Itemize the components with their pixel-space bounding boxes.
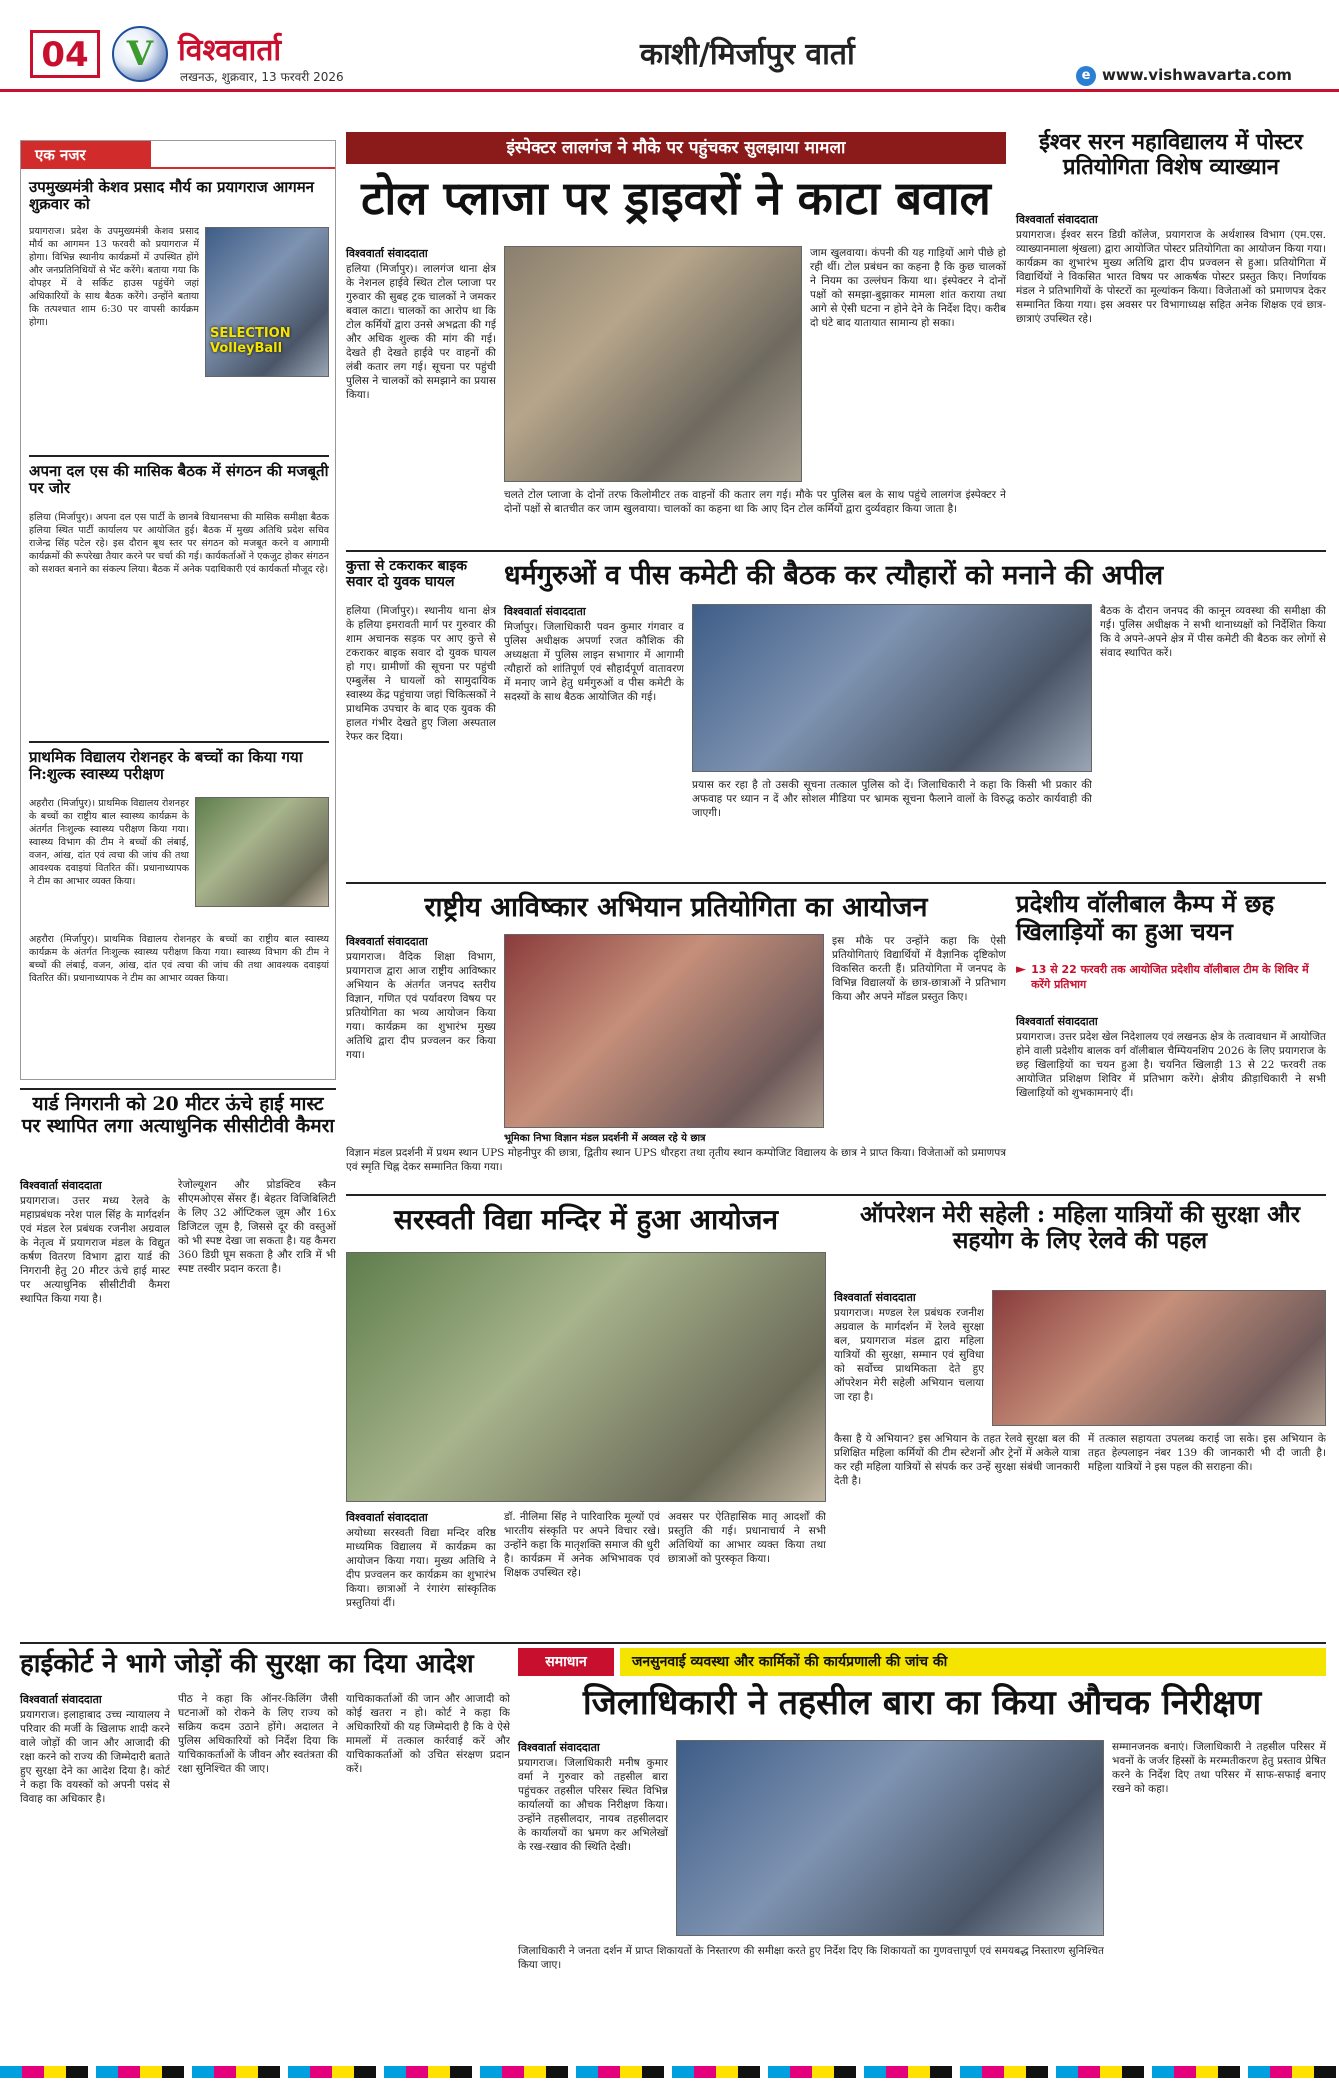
story3-body-cont: अहरौरा (मिर्जापुर)। प्राथमिक विद्यालय रोशनहर के बच्चों का राष्ट्रीय बाल स्वास्थ्य कार्यक्रम के अंतर्गत निःशुल्क स्वास्थ्य परीक्षण किया गया। स्वास्थ्य विभाग की टीम ने बच्चों की लंबाई, वजन, आंख, दांत एवं त्वचा की जांच की तथा आवश्यक दवाइयां वितरित कीं। प्रधानाध्यापक ने टीम का आभार व्यक्त किया। <box>29 934 329 984</box>
saraswati-photo <box>346 1252 826 1502</box>
story3-body: अहरौरा (मिर्जापुर)। प्राथमिक विद्यालय रोशनहर के बच्चों का राष्ट्रीय बाल स्वास्थ्य कार्यक्रम के अंतर्गत निःशुल्क स्वास्थ्य परीक्षण किया गया। स्वास्थ्य विभाग की टीम ने बच्चों की लंबाई, वजन, आंख, दांत एवं त्वचा की जांच की तथा आवश्यक दवाइयां वितरित कीं। प्रधानाध्यापक ने टीम का आभार व्यक्त किया। <box>29 798 189 887</box>
masthead <box>0 0 1339 92</box>
peace-col3: बैठक के दौरान जनपद की कानून व्यवस्था की समीक्षा की गई। पुलिस अधीक्षक ने सभी थानाध्यक्षों को निर्देशित किया कि वे अपने-अपने क्षेत्र में पीस कमेटी की बैठक कर लोगों से संवाद स्थापित करें। <box>1100 605 1326 659</box>
ek-nazar-label: एक नजर <box>21 141 151 169</box>
volleyball-body: प्रयागराज। उत्तर प्रदेश खेल निदेशालय एवं लखनऊ क्षेत्र के तत्वावधान में आयोजित होने वाली प्रदेशीय बालक वर्ग वॉलीबाल चैम्पियनशिप 2026 के लिए प्रयागराज के छह खिलाड़ियों का चयन हुआ है। चयनित खिलाड़ी 13 से 22 फरवरी तक आयोजित प्रशिक्षण शिविर में प्रतिभाग करेंगे। क्षेत्रीय क्रीड़ाधिकारी ने सभी खिलाड़ियों को शुभकामनाएं दीं। <box>1016 1031 1326 1099</box>
dm-photo <box>676 1740 1104 1936</box>
logo <box>112 26 168 82</box>
toll-headline: टोल प्लाजा पर ड्राइवरों ने काटा बवाल <box>361 171 991 225</box>
dog-body: हलिया (मिर्जापुर)। स्थानीय थाना क्षेत्र के हलिया इमरावती मार्ग पर गुरुवार की शाम अचानक सड़क पर आए कुत्ते से टकराकर बाइक सवार दो युवक घायल हो गए। ग्रामीणों की सूचना पर पहुंची एम्बुलेंस ने घायलों को सामुदायिक स्वास्थ्य केंद्र पहुंचाया जहां चिकित्सकों ने प्राथमिक उपचार के बाद एक युवक की हालत गंभीर देखते हुए जिला अस्पताल रेफर कर दिया। <box>346 605 496 743</box>
science-byline: विश्ववार्ता संवाददाता <box>346 935 428 948</box>
dm-col3: सम्मानजनक बनाएं। जिलाधिकारी ने तहसील परिसर में भवनों के जर्जर हिस्सों के मरम्मतीकरण हेतु प्रस्ताव प्रेषित करने के निर्देश दिए तथा परिसर में साफ-सफाई बनाए रखने को कहा। <box>1112 1741 1326 1795</box>
peace-meeting-photo <box>692 604 1092 772</box>
cctv-col1: प्रयागराज। उत्तर मध्य रेलवे के महाप्रबंधक नरेश पाल सिंह के मार्गदर्शन एवं मंडल रेल प्रबंधक रजनीश अग्रवाल के नेतृत्व में प्रयागराज मंडल के विद्युत कर्षण वितरण विभाग द्वारा यार्ड की निगरानी हेतु 20 मीटर ऊंचे हाई मास्ट पर अत्याधुनिक सीसीटीवी कैमरा स्थापित किया गया है। <box>20 1195 170 1305</box>
toll-byline: विश्ववार्ता संवाददाता <box>346 247 428 260</box>
science-col3: विज्ञान मंडल प्रदर्शनी में प्रथम स्थान UPS मोहनीपुर की छात्रा, द्वितीय स्थान UPS धौरहरा तथा तृतीय स्थान कम्पोजिट विद्यालय के छात्र ने प्राप्त किया। विजेताओं को प्रमाणपत्र एवं स्मृति चिह्न देकर सम्मानित किया गया। <box>346 1147 1006 1173</box>
science-col2: इस मौके पर उन्होंने कहा कि ऐसी प्रतियोगिताएं विद्यार्थियों में वैज्ञानिक दृष्टिकोण विकसित करती हैं। प्रतियोगिता में जनपद के विभिन्न विद्यालयों के छात्र-छात्राओं ने प्रतिभाग किया और अपने मॉडल प्रस्तुत किए। <box>832 935 1006 1003</box>
volleyball-photo <box>205 227 329 377</box>
paper-name: विश्ववार्ता <box>178 33 282 68</box>
highcourt-byline: विश्ववार्ता संवाददाता <box>20 1693 102 1706</box>
globe-icon: e <box>1076 66 1096 86</box>
logo-letter: V <box>126 34 154 74</box>
saraswati-headline: सरस्वती विद्या मन्दिर में हुआ आयोजन <box>393 1203 779 1236</box>
seminar-headline: ईश्वर सरन महाविद्यालय में पोस्टर प्रतियोगिता विशेष व्याख्यान <box>1039 129 1303 181</box>
dm-headline: जिलाधिकारी ने तहसील बारा का किया औचक निरीक्षण <box>582 1683 1262 1723</box>
cctv-headline: यार्ड निगरानी को 20 मीटर ऊंचे हाई मास्ट पर स्थापित लगा अत्याधुनिक सीसीटीवी कैमरा <box>21 1093 335 1137</box>
saraswati-col2: डॉ. नीलिमा सिंह ने पारिवारिक मूल्यों एवं भारतीय संस्कृति पर अपने विचार रखे। उन्होंने कहा कि मातृशक्ति समाज की धुरी है। कार्यक्रम में अनेक अभिभावक एवं शिक्षक उपस्थित रहे। <box>504 1511 660 1579</box>
deck-text: 13 से 22 फरवरी तक आयोजित प्रदेशीय वॉलीबाल टीम के शिविर में करेंगे प्रतिभाग <box>1031 963 1309 991</box>
toll-col1: हलिया (मिर्जापुर)। लालगंज थाना क्षेत्र के नेशनल हाईवे स्थित टोल प्लाजा पर गुरुवार की सुबह ट्रक चालकों ने जमकर बवाल काटा। चालकों का आरोप था कि टोल कर्मियों द्वारा उनसे अभद्रता की गई और अधिक शुल्क की मांग की गई। देखते ही देखते हाईवे पर वाहनों की लंबी कतार लग गई। सूचना पर पहुंची पुलिस ने चालकों को समझाने का प्रयास किया। <box>346 263 496 401</box>
highcourt-col1: प्रयागराज। इलाहाबाद उच्च न्यायालय ने परिवार की मर्जी के खिलाफ शादी करने वाले जोड़ों की जान और आजादी की रक्षा करने को राज्य की जिम्मेदारी बताते हुए सुरक्षा देने का आदेश दिया है। कोर्ट ने कहा कि वयस्कों को अपनी पसंद से विवाह का अधिकार है। <box>20 1709 170 1805</box>
solution-label: समाधान <box>518 1648 614 1676</box>
dm-col2: जिलाधिकारी ने जनता दर्शन में प्राप्त शिकायतों के निस्तारण की समीक्षा करते हुए निर्देश दिए कि शिकायतों का गुणवत्तापूर्ण एवं समयबद्ध निस्तारण सुनिश्चित किया जाए। <box>518 1945 1104 1971</box>
seminar-body: प्रयागराज। ईश्वर सरन डिग्री कॉलेज, प्रयागराज के अर्थशास्त्र विभाग (एम.एस. व्याख्यानमाला श्रृंखला) द्वारा आयोजित पोस्टर प्रतियोगिता का आयोजन किया गया। कार्यक्रम का शुभारंभ मुख्य अतिथि द्वारा दीप प्रज्वलन से हुआ। प्रतियोगिता में विद्यार्थियों ने विकसित भारत विषय पर आकर्षक पोस्टर प्रस्तुत किए। निर्णायक मंडल ने प्रतिभागियों के पोस्टरों का मूल्यांकन किया। विजेताओं को प्रमाणपत्र देकर सम्मानित किया गया। इस अवसर पर विभागाध्यक्ष सहित अनेक शिक्षक एवं छात्र-छात्राएं उपस्थित रहे। <box>1016 229 1326 325</box>
ek-nazar-rule <box>151 167 335 169</box>
volleyball-headline: प्रदेशीय वॉलीबाल कैम्प में छह खिलाड़ियों का हुआ चयन <box>1016 889 1275 946</box>
website-url[interactable]: www.vishwavarta.com <box>1102 66 1292 84</box>
peace-col1: मिर्जापुर। जिलाधिकारी पवन कुमार गंगवार व पुलिस अधीक्षक अपर्णा रजत कौशिक की अध्यक्षता में पुलिस लाइन सभागार में आगामी त्यौहारों को शांतिपूर्ण एवं सौहार्दपूर्ण वातावरण में मनाए जाने हेतु धर्मगुरुओं व पीस कमेटी के सदस्यों के साथ बैठक आयोजित की गई। <box>504 621 684 703</box>
science-col1: प्रयागराज। वैदिक शिक्षा विभाग, प्रयागराज द्वारा आज राष्ट्रीय आविष्कार अभियान के अंतर्गत जनपद स्तरीय विज्ञान, गणित एवं पर्यावरण विषय पर प्रतियोगिता का भव्य आयोजन किया गया। कार्यक्रम का शुभारंभ मुख्य अतिथि द्वारा दीप प्रज्वलन कर किया गया। <box>346 951 496 1061</box>
divider <box>29 455 329 457</box>
toll-kicker: इंस्पेक्टर लालगंज ने मौके पर पहुंचकर सुलझाया मामला <box>346 132 1006 164</box>
dog-headline: कुत्ता से टकराकर बाइक सवार दो युवक घायल <box>346 558 468 591</box>
saheli-headline: ऑपरेशन मेरी सहेली : महिला यात्रियों की सुरक्षा और सहयोग के लिए रेलवे की पहल <box>859 1201 1301 1255</box>
seminar-byline: विश्ववार्ता संवाददाता <box>1016 213 1098 226</box>
story2-body: हलिया (मिर्जापुर)। अपना दल एस पार्टी के छानबे विधानसभा की मासिक समीक्षा बैठक हलिया स्थित पार्टी कार्यालय पर आयोजित हुई। बैठक में मुख्य अतिथि प्रदेश सचिव राजेन्द्र सिंह पटेल रहे। इस दौरान बूथ स्तर पर संगठन को मजबूत करने व आगामी कार्यक्रमों की रूपरेखा तैयार करने पर चर्चा की गई। कार्यकर्ताओं ने एकजुट होकर संगठन को सशक्त बनाने का संकल्प लिया। बैठक में अनेक पदाधिकारी एवं कार्यकर्ता मौजूद रहे। <box>29 512 329 575</box>
highcourt-headline: हाईकोर्ट ने भागे जोड़ों की सुरक्षा का दिया आदेश <box>20 1649 474 1679</box>
saheli-col1: प्रयागराज। मण्डल रेल प्रबंधक रजनीश अग्रवाल के मार्गदर्शन में रेलवे सुरक्षा बल, प्रयागराज मंडल द्वारा महिला यात्रियों की सुरक्षा, सम्मान एवं सुविधा को सर्वोच्च प्राथमिकता देते हुए ऑपरेशन मेरी सहेली अभियान चलाया जा रहा है। <box>834 1307 984 1403</box>
science-caption: भूमिका निभा विज्ञान मंडल प्रदर्शनी में अव्वल रहे ये छात्र <box>504 1133 706 1144</box>
peace-col2: प्रयास कर रहा है तो उसकी सूचना तत्काल पुलिस को दें। जिलाधिकारी ने कहा कि किसी भी प्रकार की अफवाह पर ध्यान न दें और सोशल मीडिया पर भ्रामक सूचना फैलाने वालों के विरुद्ध कठोर कार्यवाही की जाएगी। <box>692 779 1092 819</box>
highcourt-col3: याचिकाकर्ताओं की जान और आजादी को कोई खतरा न हो। कोर्ट ने कहा कि अधिकारियों की यह जिम्मेदारी है कि वे ऐसे मामलों में तत्काल कार्रवाई करें और याचिकाकर्ताओं को उचित संरक्षण प्रदान करें। <box>346 1693 510 1775</box>
saheli-photo <box>992 1290 1326 1426</box>
divider <box>20 1088 336 1090</box>
toll-photo <box>504 246 802 482</box>
print-color-bar <box>0 2066 1339 2078</box>
divider <box>346 882 1326 884</box>
ek-nazar-box <box>20 140 336 1080</box>
divider <box>346 550 1326 552</box>
story1-headline: उपमुख्यमंत्री केशव प्रसाद मौर्य का प्रयागराज आगमन शुक्रवार को <box>29 178 314 214</box>
saheli-col2: कैसा है ये अभियान? इस अभियान के तहत रेलवे सुरक्षा बल की प्रशिक्षित महिला कर्मियों की टीम स्टेशनों और ट्रेनों में अकेले यात्रा कर रही महिला यात्रियों से संपर्क कर उन्हें सुरक्षा संबंधी जानकारी देती है। <box>834 1433 1080 1487</box>
story1-body: प्रयागराज। प्रदेश के उपमुख्यमंत्री केशव प्रसाद मौर्य का आगमन 13 फरवरी को प्रयागराज में होगा। विभिन्न स्थानीय कार्यक्रमों में उपस्थित होंगे और जनप्रतिनिधियों से भेंट करेंगे। बताया गया कि दोपहर में वे सर्किट हाउस पहुंचेंगे जहां अधिकारियों के साथ बैठक करेंगे। उन्होंने बताया कि तत्पश्चात शाम 6:30 पर वापसी कार्यक्रम होगा। <box>29 226 199 328</box>
cctv-byline: विश्ववार्ता संवाददाता <box>20 1179 102 1192</box>
toll-col2: चलते टोल प्लाजा के दोनों तरफ किलोमीटर तक वाहनों की कतार लग गई। मौके पर पुलिस बल के साथ पहुंचे लालगंज इंस्पेक्टर ने दोनों पक्षों से बातचीत कर जाम खुलवाया। चालकों का कहना था कि आए दिन टोल कर्मियों द्वारा दुर्व्यवहार किया जाता है। <box>504 489 1006 515</box>
story2-headline: अपना दल एस की मासिक बैठक में संगठन की मजबूती पर जोर <box>29 462 329 498</box>
cctv-col2: रेजोल्यूशन और प्रोडक्टिव स्कैन सीएमओएस सेंसर हैं। बेहतर विजिबिलिटी के लिए 32 ऑप्टिकल ज़ूम और 16x डिजिटल ज़ूम है, जिससे दूर की वस्तुओं को भी स्पष्ट देखा जा सकता है। यह कैमरा 360 डिग्री घूम सकता है और रात्रि में भी स्पष्ट तस्वीर प्रदान करता है। <box>178 1179 336 1275</box>
section-title: काशी/मिर्जापुर वार्ता <box>640 37 855 72</box>
saraswati-col3: अवसर पर ऐतिहासिक मातृ आदर्शों की प्रस्तुति की गई। प्रधानाचार्य ने सभी अतिथियों का आभार व्यक्त किया तथा छात्राओं को पुरस्कृत किया। <box>668 1511 826 1565</box>
dm-byline: विश्ववार्ता संवाददाता <box>518 1741 600 1754</box>
toll-col3: जाम खुलवाया। कंपनी की यह गाड़ियों आगे पीछे हो रही थीं। टोल प्रबंधन का कहना है कि कुछ चालकों ने नियम का उल्लंघन किया था। इंस्पेक्टर ने दोनों पक्षों को समझा-बुझाकर मामला शांत कराया तथा आगे से ऐसी घटना न होने देने के निर्देश दिए। करीब दो घंटे बाद यातायात सामान्य हो सका। <box>810 247 1006 329</box>
volleyball-byline: विश्ववार्ता संवाददाता <box>1016 1015 1098 1028</box>
peace-headline: धर्मगुरुओं व पीस कमेटी की बैठक कर त्यौहारों को मनाने की अपील <box>504 560 1164 591</box>
story3-headline: प्राथमिक विद्यालय रोशनहर के बच्चों का किया गया नि:शुल्क स्वास्थ्य परीक्षण <box>29 748 303 784</box>
dm-kicker: जनसुनवाई व्यवस्था और कार्मिकों की कार्यप्रणाली की जांच की <box>620 1648 1326 1676</box>
arrow-icon: ► <box>1016 962 1026 977</box>
divider <box>20 1642 1326 1644</box>
saheli-byline: विश्ववार्ता संवाददाता <box>834 1291 916 1304</box>
health-camp-photo <box>195 797 329 907</box>
highcourt-col2: पीठ ने कहा कि ऑनर-किलिंग जैसी घटनाओं को रोकने के लिए राज्य को सक्रिय कदम उठाने होंगे। अदालत ने पुलिस अधिकारियों को निर्देश दिया कि याचिकाकर्ताओं के जीवन और स्वतंत्रता की रक्षा सुनिश्चित की जाए। <box>178 1693 338 1775</box>
divider <box>29 741 329 743</box>
science-photo <box>504 934 824 1128</box>
saraswati-col1: अयोध्या सरस्वती विद्या मन्दिर वरिष्ठ माध्यमिक विद्यालय में कार्यक्रम का आयोजन किया गया। मुख्य अतिथि ने दीप प्रज्वलन कर कार्यक्रम का शुभारंभ किया। छात्राओं ने रंगारंग सांस्कृतिक प्रस्तुतियां दीं। <box>346 1527 496 1609</box>
photo-caption: SELECTION VolleyBall <box>210 326 291 356</box>
dateline: लखनऊ, शुक्रवार, 13 फरवरी 2026 <box>180 70 344 84</box>
divider <box>346 1194 1326 1196</box>
volleyball-deck <box>1016 962 1326 1008</box>
page-number: 04 <box>30 30 100 78</box>
dm-col1: प्रयागराज। जिलाधिकारी मनीष कुमार वर्मा ने गुरुवार को तहसील बारा पहुंचकर तहसील परिसर स्थित विभिन्न कार्यालयों का औचक निरीक्षण किया। उन्होंने तहसीलदार, नायब तहसीलदार के कार्यालयों का भ्रमण कर अभिलेखों के रख-रखाव की स्थिति देखी। <box>518 1757 668 1853</box>
peace-byline: विश्ववार्ता संवाददाता <box>504 605 586 618</box>
science-headline: राष्ट्रीय आविष्कार अभियान प्रतियोगिता का आयोजन <box>424 892 928 923</box>
saraswati-byline: विश्ववार्ता संवाददाता <box>346 1511 428 1524</box>
saheli-col3: में तत्काल सहायता उपलब्ध कराई जा सके। इस अभियान के तहत हेल्पलाइन नंबर 139 की जानकारी भी दी जाती है। महिला यात्रियों ने इस पहल की सराहना की। <box>1088 1433 1326 1473</box>
